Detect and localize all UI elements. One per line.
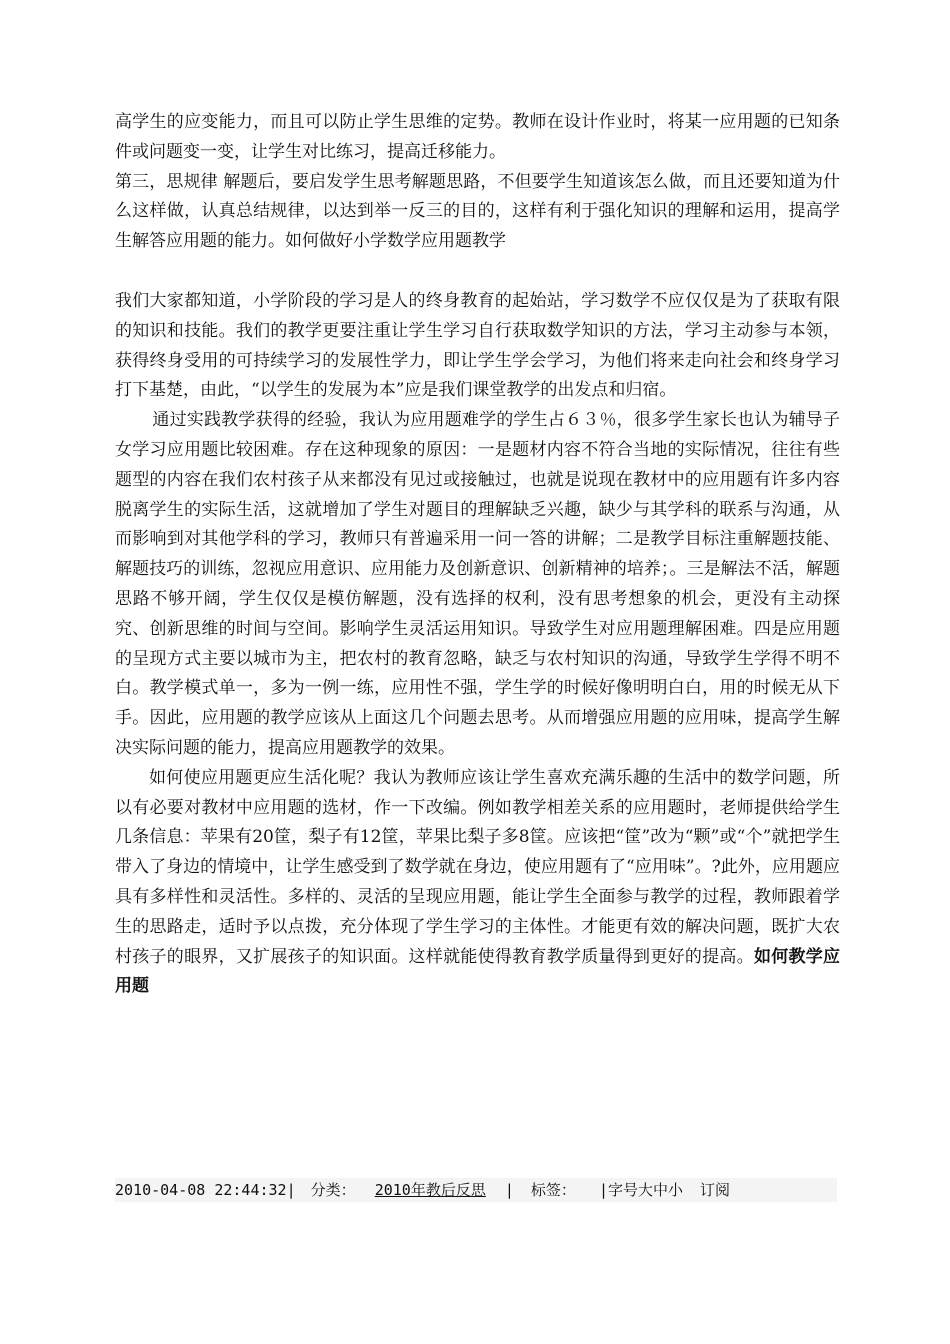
category-link[interactable]: 2010年教后反思	[374, 1181, 486, 1199]
paragraph-1: 高学生的应变能力，而且可以防止学生思维的定势。教师在设计作业时，将某一应用题的已知条件或问题变一变，让学生对比练习，提高迁移能力。	[115, 112, 840, 162]
paragraph-5	[115, 764, 840, 1002]
post-meta-bar	[115, 1178, 837, 1202]
category-label: 分类：	[310, 1181, 356, 1199]
paragraph-4: 通过实践教学获得的经验，我认为应用题难学的学生占６３％，很多学生家长也认为辅导子女学习应用题比较困难。存在这种现象的原因：一是题材内容不符合当地的实际情况，往往有些题型的内容在我们农村孩子从来都没有见过或接触过，也就是说现在教材中的应用题有许多内容脱离学生的实际生活，这就增加了学生对题目的理解缺乏兴趣，缺少与其学科的联系与沟通，从而影响到对其他学科的学习，教师只有普遍采用一问一答的讲解；二是教学目标注重解题技能、解题技巧的训练，忽视应用意识、应用能力及创新意识、创新精神的培养；。三是解法不活，解题思路不够开阔，学生仅仅是模仿解题，没有选择的权利，没有思考想象的机会，更没有主动探究、创新思维的时间与空间。影响学生灵活运用知识。导致学生对应用题理解困难。四是应用题的呈现方式主要以城市为主，把农村的教育忽略，缺乏与农村知识的沟通，导致学生学得不明不白。教学模式单一，多为一例一练，应用性不强，学生学的时候好像明明白白，用的时候无从下手。因此，应用题的教学应该从上面这几个问题去思考。从而增强应用题的应用味，提高学生解决实际问题的能力，提高应用题教学的效果。	[115, 410, 840, 758]
paragraph-2: 第三，思规律 解题后，要启发学生思考解题思路，不但要学生知道该怎么做，而且还要知道为什么这样做，认真总结规律，以达到举一反三的目的，这样有利于强化知识的理解和运用，提高学生解答应用题的能力。如何做好小学数学应用题教学	[115, 171, 840, 252]
meta-separator: |	[504, 1181, 514, 1199]
paragraph-3: 我们大家都知道，小学阶段的学习是人的终身教育的起始站，学习数学不应仅仅是为了获取有限的知识和技能。我们的教学更要注重让学生学习自行获取数学知识的方法，学习主动参与本领，获得终身受用的可持续学习的发展性学力，即让学生学会学习，为他们将来走向社会和终身学习打下基楚，由此，“以学生的发展为本”应是我们课堂教学的出发点和归宿。	[115, 290, 840, 401]
paragraph-gap	[115, 257, 840, 287]
font-size-control[interactable]: |字号大中小	[598, 1181, 684, 1199]
article-body	[115, 108, 840, 1002]
post-datetime: 2010-04-08 22:44:32|	[115, 1181, 296, 1199]
subscribe-link[interactable]: 订阅	[700, 1181, 731, 1199]
paragraph-5-text: 如何使应用题更应生活化呢？我认为教师应该让学生喜欢充满乐趣的生活中的数学问题，所以有必要对教材中应用题的选材，作一下改编。例如教学相差关系的应用题时，老师提供给学生几条信息：苹果有20筐，梨子有12筐，苹果比梨子多8筐。应该把“筐”改为“颗”或“个”就把学生带入了身边的情境中，让学生感受到了数学就在身边，使应用题有了“应用味”。?此外，应用题应具有多样性和灵活性。多样的、灵活的呈现应用题，能让学生全面参与教学的过程，教师跟着学生的思路走，适时予以点拨，充分体现了学生学习的主体性。才能更有效的解决问题，既扩大农村孩子的眼界，又扩展孩子的知识面。这样就能使得教育教学质量得到更好的提高。	[115, 767, 840, 967]
tags-label: 标签：	[530, 1181, 576, 1199]
next-article-title: 如何教学应用题	[115, 946, 841, 997]
